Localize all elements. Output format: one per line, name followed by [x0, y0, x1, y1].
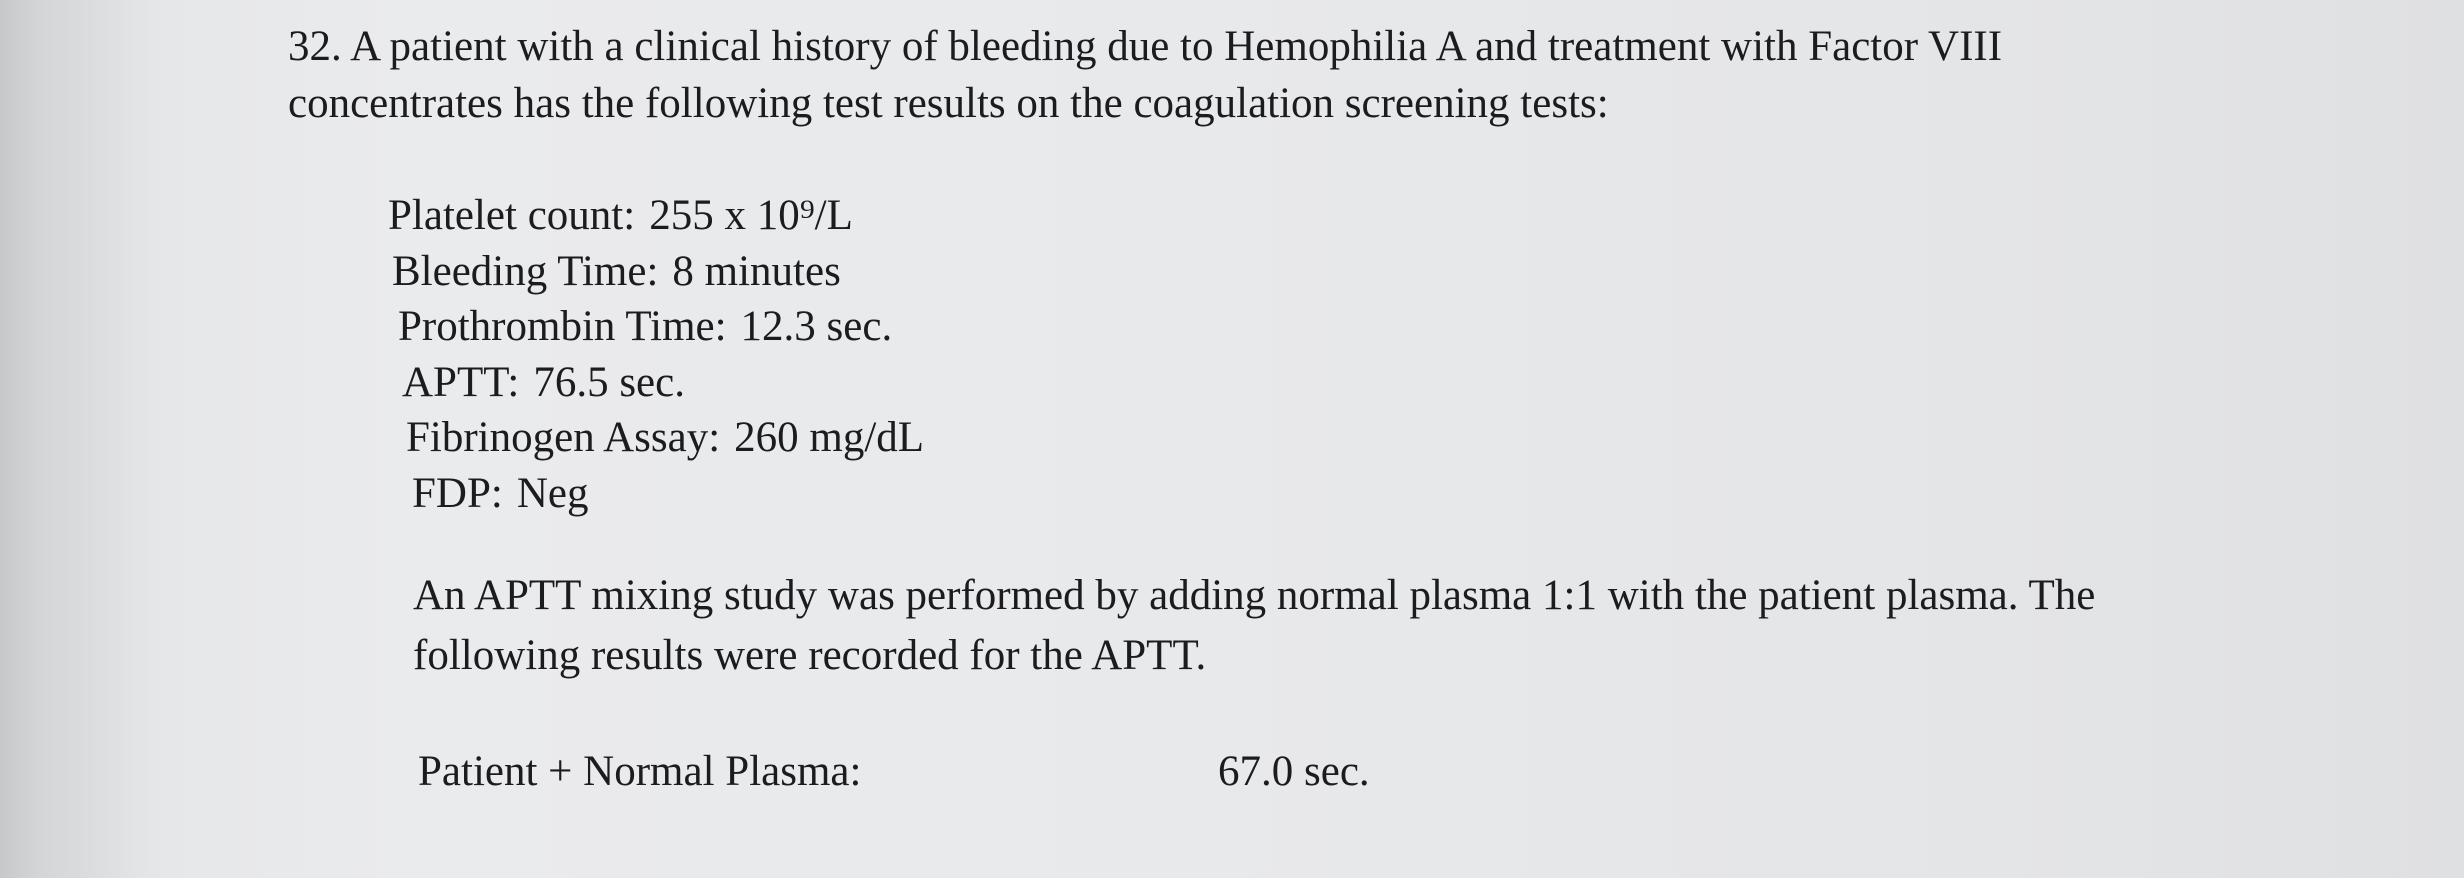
mixing-line-1: An APTT mixing study was performed by adding normal plasma 1:1 with the patient plasma. The [413, 572, 2096, 619]
result-label: APTT: [402, 358, 520, 406]
mixing-result-value: 67.0 sec. [1218, 748, 1370, 795]
result-platelet-count [388, 188, 924, 244]
result-aptt [388, 355, 924, 411]
mixing-result-label: Patient + Normal Plasma: [418, 748, 862, 795]
question-line-2: concentrates has the following test results on the coagulation screening tests: [288, 80, 1609, 127]
result-value: 76.5 sec. [533, 358, 685, 406]
result-fdp [388, 466, 924, 522]
result-label: Fibrinogen Assay: [406, 414, 721, 461]
result-fibrinogen-assay [388, 410, 924, 466]
result-label: Platelet count: [388, 192, 636, 239]
mixing-study-text [413, 566, 2095, 686]
mixing-line-2: following results were recorded for the APTT. [413, 632, 1207, 679]
result-value: 260 mg/dL [734, 414, 925, 461]
question-line-1: 32. A patient with a clinical history of bleeding due to Hemophilia A and treatment with Factor VIII [288, 23, 2003, 70]
result-label: FDP: [412, 469, 503, 517]
test-results-list [388, 188, 924, 521]
result-value: 8 minutes [672, 247, 841, 295]
result-label: Bleeding Time: [392, 247, 659, 295]
result-value: Neg [516, 469, 589, 517]
question-text [288, 18, 2288, 132]
result-prothrombin-time [388, 299, 924, 355]
mixing-study-result [418, 742, 1418, 802]
result-label: Prothrombin Time: [398, 303, 727, 350]
result-value: 12.3 sec. [740, 303, 893, 350]
result-bleeding-time [388, 244, 924, 300]
result-value: 255 x 10⁹/L [649, 192, 853, 239]
